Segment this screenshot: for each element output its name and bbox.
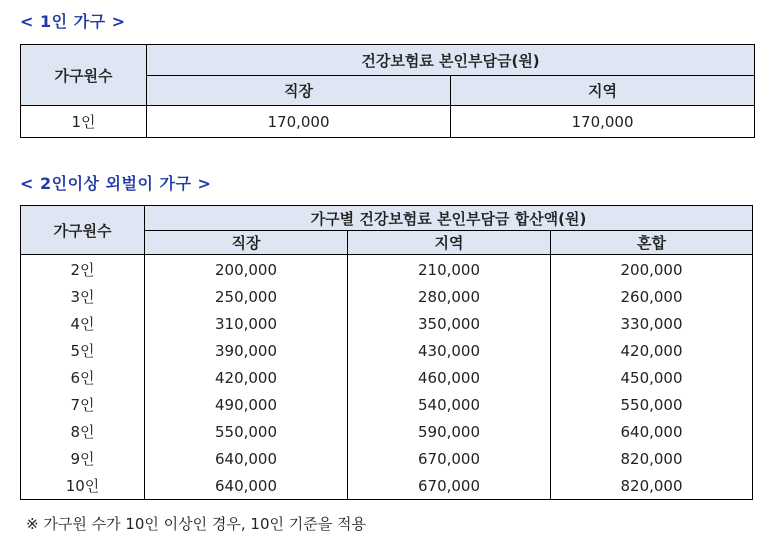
cell-household: 6인 (21, 364, 145, 391)
table-row (21, 310, 753, 337)
cell-household: 2인 (21, 255, 145, 284)
cell-household: 4인 (21, 310, 145, 337)
cell-workplace: 310,000 (145, 310, 348, 337)
cell-region: 540,000 (348, 391, 551, 418)
header-mixed: 혼합 (551, 231, 753, 255)
cell-household: 1인 (21, 106, 147, 138)
cell-workplace: 390,000 (145, 337, 348, 364)
header-premium-total: 가구별 건강보험료 본인부담금 합산액(원) (145, 206, 753, 231)
cell-workplace: 200,000 (145, 255, 348, 284)
multi-household-premium-table (20, 205, 753, 500)
header-premium: 건강보험료 본인부담금(원) (147, 45, 755, 76)
cell-mixed: 820,000 (551, 445, 753, 472)
cell-mixed: 450,000 (551, 364, 753, 391)
cell-workplace: 640,000 (145, 472, 348, 500)
cell-household: 10인 (21, 472, 145, 500)
cell-household: 9인 (21, 445, 145, 472)
cell-mixed: 550,000 (551, 391, 753, 418)
cell-region: 590,000 (348, 418, 551, 445)
cell-region: 350,000 (348, 310, 551, 337)
table-row (21, 364, 753, 391)
footnote: ※ 가구원 수가 10인 이상인 경우, 10인 기준을 적용 (26, 515, 366, 533)
section-title-multi-household: < 2인이상 외벌이 가구 > (20, 174, 212, 193)
cell-mixed: 420,000 (551, 337, 753, 364)
header-workplace: 직장 (145, 231, 348, 255)
cell-workplace: 420,000 (145, 364, 348, 391)
cell-household: 5인 (21, 337, 145, 364)
cell-region: 670,000 (348, 445, 551, 472)
cell-mixed: 200,000 (551, 255, 753, 284)
cell-workplace: 250,000 (145, 283, 348, 310)
single-household-premium-table (20, 44, 755, 138)
cell-mixed: 820,000 (551, 472, 753, 500)
table-row (21, 337, 753, 364)
cell-region: 430,000 (348, 337, 551, 364)
cell-household: 7인 (21, 391, 145, 418)
table-row (21, 255, 753, 284)
header-household-count: 가구원수 (21, 45, 147, 106)
cell-mixed: 330,000 (551, 310, 753, 337)
cell-mixed: 260,000 (551, 283, 753, 310)
cell-workplace: 170,000 (147, 106, 451, 138)
header-region: 지역 (451, 76, 755, 106)
cell-household: 3인 (21, 283, 145, 310)
cell-workplace: 490,000 (145, 391, 348, 418)
cell-mixed: 640,000 (551, 418, 753, 445)
table-row (21, 472, 753, 500)
header-workplace: 직장 (147, 76, 451, 106)
header-household-count: 가구원수 (21, 206, 145, 255)
table-row (21, 283, 753, 310)
table-row (21, 418, 753, 445)
table-row (21, 106, 755, 138)
cell-region: 670,000 (348, 472, 551, 500)
cell-household: 8인 (21, 418, 145, 445)
cell-region: 210,000 (348, 255, 551, 284)
table-row (21, 445, 753, 472)
table-row (21, 391, 753, 418)
cell-region: 280,000 (348, 283, 551, 310)
header-region: 지역 (348, 231, 551, 255)
cell-workplace: 550,000 (145, 418, 348, 445)
cell-workplace: 640,000 (145, 445, 348, 472)
section-title-single-household: < 1인 가구 > (20, 12, 126, 31)
cell-region: 170,000 (451, 106, 755, 138)
cell-region: 460,000 (348, 364, 551, 391)
